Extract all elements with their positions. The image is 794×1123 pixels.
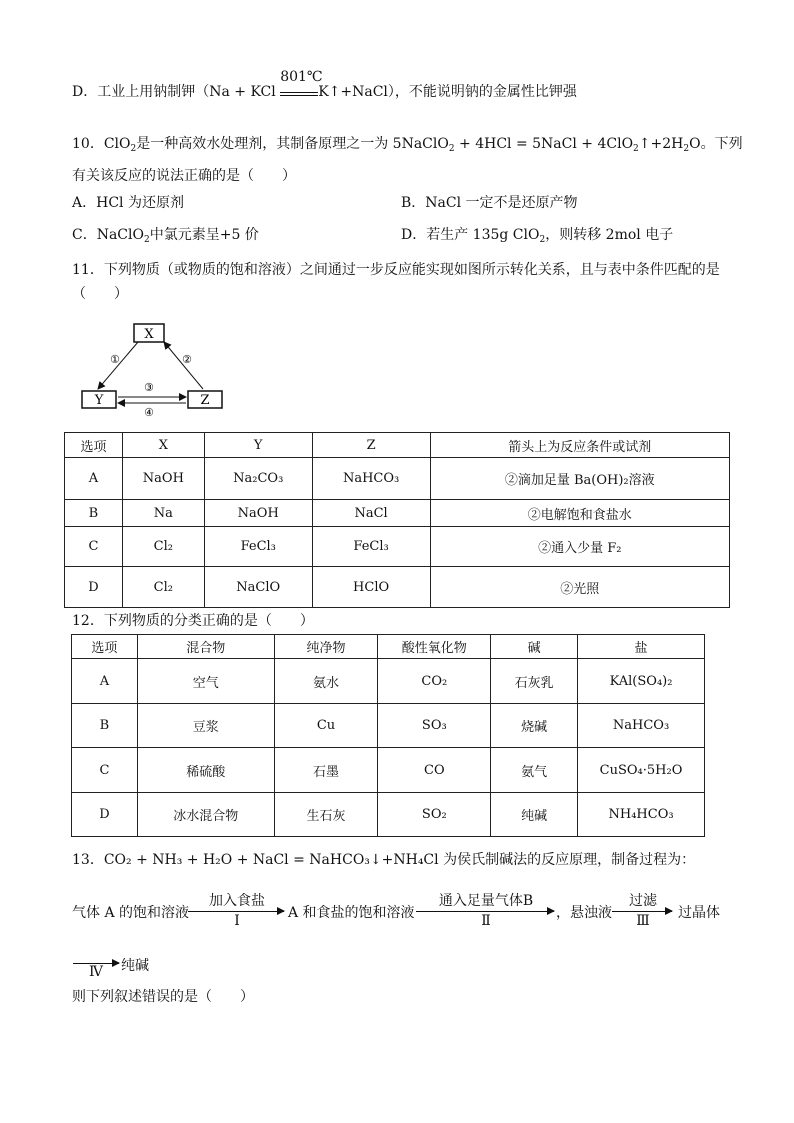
num-2: ② xyxy=(182,353,192,366)
conversion-diagram xyxy=(78,318,228,418)
table-row: A 空气 氨水 CO₂ 石灰乳 KAl(SO₄)₂ xyxy=(72,659,705,704)
q10-option-b: B．NaCl 一定不是还原产物 xyxy=(401,195,578,211)
reaction-condition: 801℃ xyxy=(280,83,318,96)
q13-question: 则下列叙述错误的是（ ） xyxy=(72,989,254,1005)
label-z: Z xyxy=(200,393,210,408)
q10-stem-line1: 10．ClO$_2$是一种高效水处理剂，其制备原理之一为 5NaClO$_2$ + 4HCl = 5NaCl + $4ClO_2↑+2H_2O$。下列 xyxy=(72,136,743,154)
table-row: C Cl₂ FeCl₃ FeCl₃ ②通入少量 F₂ xyxy=(65,527,730,567)
q11-table xyxy=(64,432,730,608)
q11-stem-line1: 11．下列物质（或物质的饱和溶液）之间通过一步反应能实现如图所示转化关系，且与表中条件匹配的是 xyxy=(72,262,720,278)
table-row: B 豆浆 Cu SO₃ 烧碱 NaHCO₃ xyxy=(72,704,705,748)
table-header-row: 选项 混合物 纯净物 酸性氧化物 碱 盐 xyxy=(72,635,705,659)
label-y: Y xyxy=(94,393,104,408)
q13-stem: 13．CO₂ + NH₃ + H₂O + NaCl = NaHCO₃↓+NH₄Cl 为侯氏制碱法的反应原理，制备过程为： xyxy=(72,852,696,868)
num-1: ① xyxy=(110,353,120,366)
table-row: A NaOH Na₂CO₃ NaHCO₃ ②滴加足量 Ba(OH)₂溶液 xyxy=(65,458,730,500)
q10-option-d: D．若生产 135g ClO$_2$，则转移 2mol 电子 xyxy=(401,227,674,245)
num-4: ④ xyxy=(144,406,154,418)
table-row: C 稀硫酸 石墨 CO 氨气 CuSO₄·5H₂O xyxy=(72,748,705,793)
flow-arrow-2 xyxy=(416,911,554,912)
table-row: B Na NaOH NaCl ②电解饱和食盐水 xyxy=(65,500,730,527)
table-header-row: 选项 X Y Z 箭头上为反应条件或试剂 xyxy=(65,433,730,458)
q10-option-c: C．NaClO$_2$中氯元素呈+5 价 xyxy=(72,227,259,245)
q9-option-d: D．工业上用钠制钾（Na + KCl 801℃ K↑+NaCl），不能说明钠的金属性比钾强 xyxy=(72,69,577,100)
table-row: D Cl₂ NaClO HClO ②光照 xyxy=(65,567,730,608)
flow-arrow-3 xyxy=(612,911,672,912)
q12-table xyxy=(71,634,705,837)
flow-arrow-1 xyxy=(188,911,284,912)
num-3: ③ xyxy=(144,381,154,394)
label-x: X xyxy=(144,327,154,342)
q12-stem: 12．下列物质的分类正确的是（ ） xyxy=(72,613,314,629)
table-row: D 冰水混合物 生石灰 SO₂ 纯碱 NH₄HCO₃ xyxy=(72,793,705,837)
q10-stem-line2: 有关该反应的说法正确的是（ ） xyxy=(72,168,296,184)
q10-option-a: A．HCl 为还原剂 xyxy=(72,195,184,211)
q11-stem-line2: （ ） xyxy=(72,286,128,302)
